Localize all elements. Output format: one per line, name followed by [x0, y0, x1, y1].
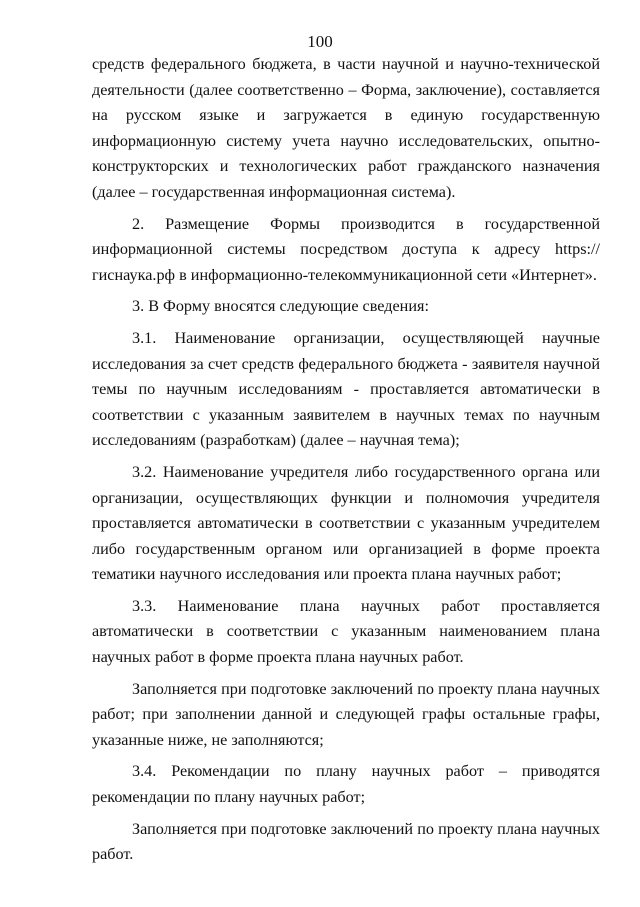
- paragraph-3-4: 3.4. Рекомендации по плану научных работ – приводятся рекомендации по плану научных работ;: [92, 762, 600, 807]
- paragraph-3-1: 3.1. Наименование организации, осуществляющей научные исследования за счет средств федерального бюджета - заявителя научной темы по научным исследованиям - проставляется автоматически в соответствии с указанным заявителем в научных темах по научным исследованиям (разработкам) (далее – научная тема);: [92, 328, 600, 450]
- paragraph-3-2: 3.2. Наименование учредителя либо государственного органа или организации, осуществляющих функции и полномочия учредителя проставляется автоматически в соответствии с указанным учредителем либо государственным органом или организацией в форме проекта тематики научного исследования или проекта плана научных работ;: [92, 462, 600, 584]
- paragraph-3-3: 3.3. Наименование плана научных работ проставляется автоматически в соответствии с указанным наименованием плана научных работ в форме проекта плана научных работ.: [92, 596, 600, 667]
- paragraph-note-1: Заполняется при подготовке заключений по проекту плана научных работ; при заполнении данной и следующей графы остальные графы, указанные ниже, не заполняются;: [92, 679, 600, 749]
- page-number: 100: [307, 32, 333, 51]
- document-body: [92, 52, 600, 868]
- paragraph-continuation: средств федерального бюджета, в части научной и научно-технической деятельности (далее соответственно – Форма, заключение), составляется на русском языке и загружается в единую государственную информационную систему учета научно исследовательских, опытно-конструкторских и технологических работ гражданского назначения (далее – государственная информационная система).: [92, 55, 600, 201]
- paragraph-3: 3. В Форму вносятся следующие сведения:: [132, 297, 429, 316]
- paragraph-2: 2. Размещение Формы производится в государственной информационной системы посредством доступа к адресу https://гиснаука.рф в информационно-телекоммуникационной сети «Интернет».: [92, 214, 600, 284]
- paragraph-note-2: Заполняется при подготовке заключений по проекту плана научных работ.: [92, 819, 600, 864]
